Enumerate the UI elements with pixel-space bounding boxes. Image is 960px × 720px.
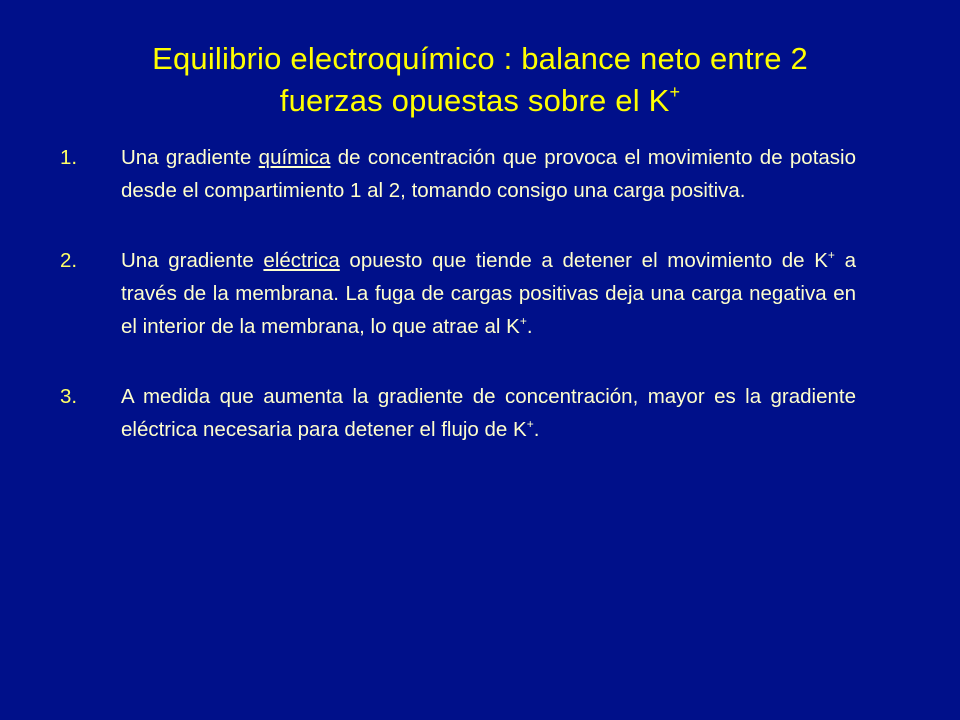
- list-number: 1.: [60, 146, 78, 169]
- underlined-term: química: [258, 146, 331, 169]
- text-segment: .: [533, 418, 540, 441]
- text-segment: opuesto que tiende a detener el movimiento de K: [339, 249, 828, 272]
- numbered-list: [60, 141, 856, 446]
- title-line-1: Equilibrio electroquímico : balance neto entre 2: [152, 41, 808, 76]
- text-segment: a través de la membrana. La fuga de cargas positivas deja una carga negativa en el interior de la membrana, lo que atrae al K: [121, 249, 856, 338]
- text-segment: de concentración que provoca el movimiento de potasio desde el compartimiento 1 al 2, tomando consigo una carga positiva.: [121, 146, 857, 202]
- list-item-2: [60, 244, 856, 343]
- list-number: 2.: [60, 249, 78, 272]
- title-superscript: +: [669, 82, 681, 102]
- list-item-text: [121, 244, 856, 343]
- slide-title: [60, 38, 900, 122]
- text-segment: .: [526, 315, 533, 338]
- superscript: +: [526, 417, 534, 431]
- superscript: +: [827, 248, 835, 262]
- text-segment: Una gradiente: [121, 249, 264, 272]
- list-item-text: [121, 141, 856, 207]
- list-item-1: [60, 141, 856, 207]
- text-segment: Una gradiente: [121, 146, 259, 169]
- list-item-3: [60, 380, 856, 446]
- text-segment: A medida que aumenta la gradiente de concentración, mayor es la gradiente eléctrica necesaria para detener el flujo de K: [121, 385, 856, 441]
- superscript: +: [519, 314, 527, 328]
- underlined-term: eléctrica: [263, 249, 340, 272]
- title-line-2: fuerzas opuestas sobre el K: [279, 83, 670, 118]
- list-number: 3.: [60, 385, 78, 408]
- list-item-text: [121, 380, 856, 446]
